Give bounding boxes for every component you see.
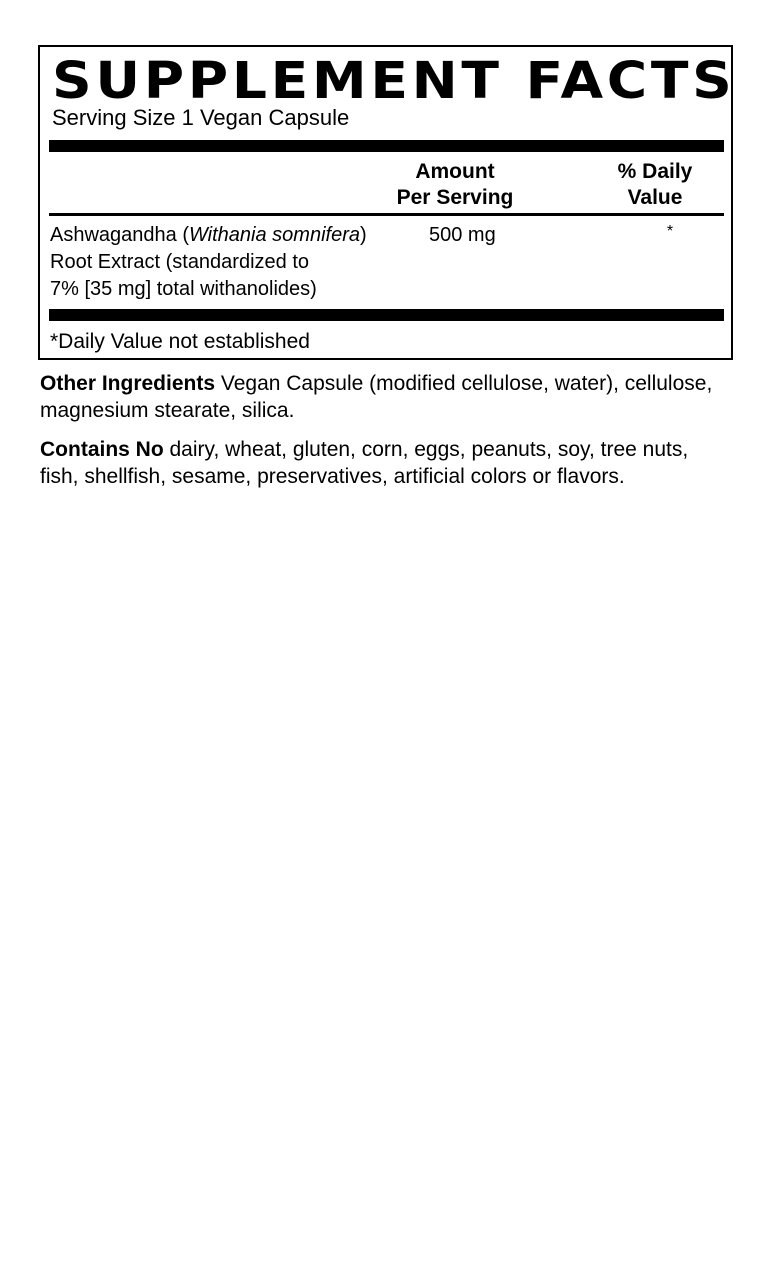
- serving-size: Serving Size 1 Vegan Capsule: [52, 105, 350, 130]
- contains-no: [40, 436, 730, 490]
- daily-value-column-header: [605, 159, 705, 211]
- other-ingredients-text: Vegan Capsule (modified cellulose, water), cellulose, magnesium stearate, silica.: [40, 372, 713, 422]
- amount-header-line1: Amount: [415, 160, 495, 183]
- amount-header-line2: Per Serving: [396, 186, 514, 209]
- other-ingredients-label: Other Ingredients: [40, 372, 216, 395]
- dv-header-line2: Value: [627, 186, 683, 209]
- ingredient-line1: [50, 222, 367, 249]
- ingredient-daily-value: *: [666, 223, 674, 240]
- ingredient-latin-name: Withania somnifera: [188, 224, 360, 246]
- other-ingredients: [40, 370, 730, 424]
- supplement-facts-panel: [38, 45, 736, 360]
- dv-header-line1: % Daily: [617, 160, 693, 183]
- daily-value-footnote: *Daily Value not established: [50, 330, 310, 353]
- ingredient-name: [50, 222, 367, 303]
- ingredient-line3: 7% [35 mg] total withanolides): [50, 278, 317, 300]
- ingredient-amount: 500 mg: [429, 224, 496, 246]
- panel-title: SUPPLEMENT FACTS: [52, 52, 736, 111]
- ingredient-common-name: Ashwagandha (: [50, 224, 189, 246]
- contains-no-text: dairy, wheat, gluten, corn, eggs, peanuts, soy, tree nuts, fish, shellfish, sesame, preservatives, artificial colors or flavors.: [40, 438, 689, 488]
- ingredient-paren-close: ): [360, 224, 367, 246]
- header-divider: [49, 213, 724, 216]
- contains-no-label: Contains No: [40, 438, 164, 461]
- amount-column-header: [380, 159, 530, 211]
- top-divider: [49, 140, 724, 152]
- ingredient-line2: Root Extract (standardized to: [50, 251, 310, 273]
- bottom-divider: [49, 309, 724, 321]
